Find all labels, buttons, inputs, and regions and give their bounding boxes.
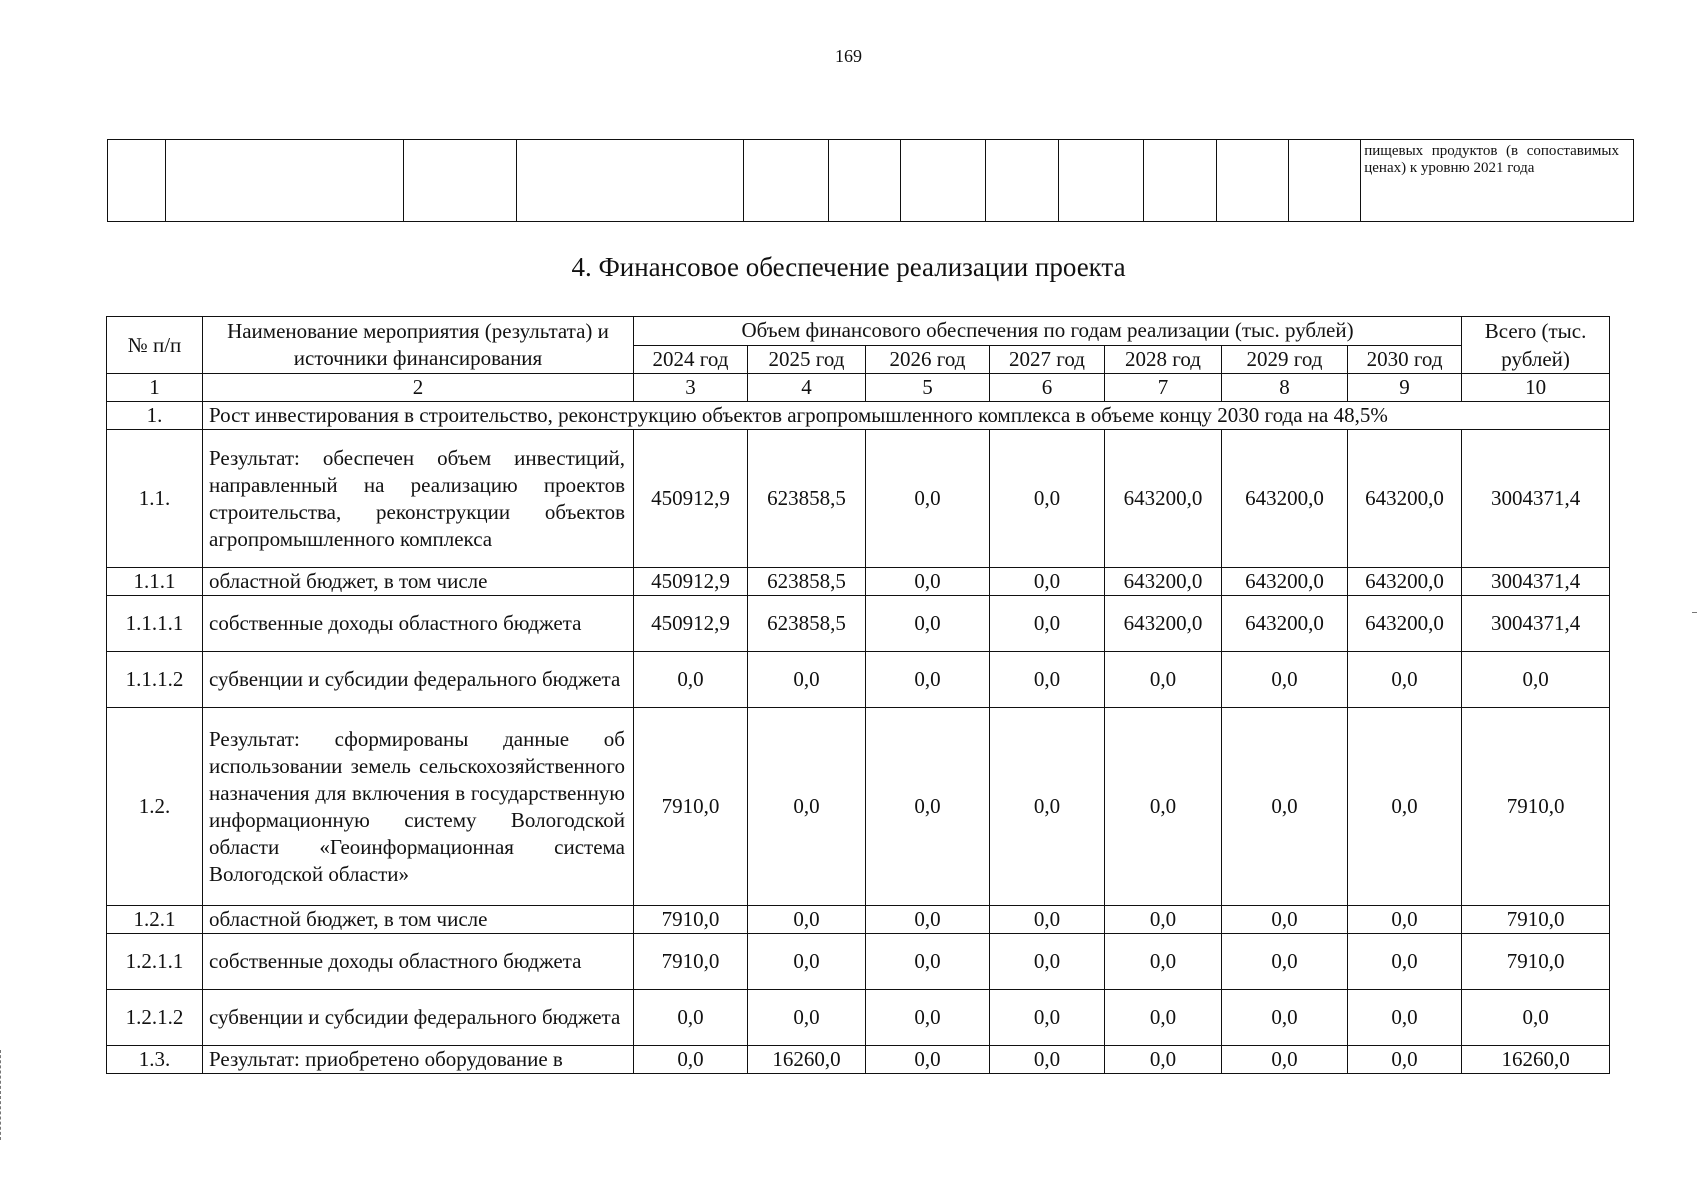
row-value: 0,0 — [866, 934, 990, 990]
header-year: 2024 год — [634, 345, 748, 374]
table-cell — [986, 140, 1058, 222]
table-cell — [404, 140, 516, 222]
row-value: 623858,5 — [748, 430, 866, 568]
header-year: 2028 год — [1105, 345, 1222, 374]
row-name: Результат: сформированы данные об использовании земель сельскохозяйственного назначения для включения в государственную информационную систему Вологодской области «Геоинформационная система Вологодской области» — [203, 708, 634, 906]
row-value: 643200,0 — [1105, 430, 1222, 568]
header-volume: Объем финансового обеспечения по годам реализации (тыс. рублей) — [634, 317, 1462, 346]
row-name: областной бюджет, в том числе — [203, 906, 634, 934]
header-row — [107, 317, 1610, 346]
row-value: 643200,0 — [1105, 596, 1222, 652]
table-cell — [165, 140, 404, 222]
row-value: 0,0 — [1222, 1046, 1348, 1074]
row-num: 1.2. — [107, 708, 203, 906]
row-num: 1.1.1.1 — [107, 596, 203, 652]
row-value: 643200,0 — [1348, 430, 1462, 568]
continuation-text: пищевых продуктов (в сопоставимых ценах) к уровню 2021 года — [1361, 140, 1634, 222]
table-cell — [516, 140, 743, 222]
row-value: 0,0 — [1222, 934, 1348, 990]
table-row — [107, 652, 1610, 708]
row-value: 0,0 — [1462, 652, 1610, 708]
finance-table-body — [107, 317, 1610, 1074]
table-cell — [828, 140, 900, 222]
table-row — [107, 430, 1610, 568]
row-value: 0,0 — [748, 906, 866, 934]
row-value: 0,0 — [990, 430, 1105, 568]
row-value: 0,0 — [634, 652, 748, 708]
row-value: 0,0 — [1348, 906, 1462, 934]
row-value: 0,0 — [748, 934, 866, 990]
row-value: 450912,9 — [634, 568, 748, 596]
row-num: 1.2.1 — [107, 906, 203, 934]
table-cell — [1058, 140, 1143, 222]
row-num: 1.1.1 — [107, 568, 203, 596]
column-number: 4 — [748, 374, 866, 402]
header-year: 2029 год — [1222, 345, 1348, 374]
group-num: 1. — [107, 402, 203, 430]
row-value: 0,0 — [748, 990, 866, 1046]
row-value: 0,0 — [1348, 652, 1462, 708]
row-value: 7910,0 — [1462, 906, 1610, 934]
row-value: 0,0 — [866, 990, 990, 1046]
column-number: 1 — [107, 374, 203, 402]
row-value: 0,0 — [990, 1046, 1105, 1074]
row-value: 0,0 — [1105, 990, 1222, 1046]
row-value: 7910,0 — [634, 906, 748, 934]
row-value: 0,0 — [1348, 708, 1462, 906]
row-value: 0,0 — [990, 906, 1105, 934]
row-value: 0,0 — [866, 652, 990, 708]
section-title: 4. Финансовое обеспечение реализации проекта — [571, 252, 1126, 282]
row-value: 0,0 — [990, 596, 1105, 652]
row-value: 643200,0 — [1348, 568, 1462, 596]
row-value: 0,0 — [1105, 906, 1222, 934]
scan-edge-mark — [0, 1050, 5, 1140]
column-number: 8 — [1222, 374, 1348, 402]
row-value: 0,0 — [1222, 652, 1348, 708]
row-value: 7910,0 — [634, 708, 748, 906]
row-value: 450912,9 — [634, 596, 748, 652]
table-row — [107, 708, 1610, 906]
row-value: 0,0 — [866, 568, 990, 596]
table-row — [108, 140, 1634, 222]
row-value: 0,0 — [990, 652, 1105, 708]
row-value: 0,0 — [866, 430, 990, 568]
row-value: 3004371,4 — [1462, 596, 1610, 652]
finance-table — [106, 316, 1610, 1074]
table-row — [107, 934, 1610, 990]
group-text: Рост инвестирования в строительство, реконструкцию объектов агропромышленного комплекса в объеме концу 2030 года на 48,5% — [203, 402, 1610, 430]
row-value: 7910,0 — [1462, 708, 1610, 906]
column-number: 2 — [203, 374, 634, 402]
row-value: 0,0 — [990, 568, 1105, 596]
row-value: 3004371,4 — [1462, 568, 1610, 596]
row-value: 0,0 — [866, 596, 990, 652]
row-value: 0,0 — [1222, 906, 1348, 934]
row-value: 0,0 — [748, 652, 866, 708]
row-value: 643200,0 — [1348, 596, 1462, 652]
row-value: 0,0 — [1105, 1046, 1222, 1074]
column-number: 5 — [866, 374, 990, 402]
row-value: 0,0 — [1348, 1046, 1462, 1074]
row-name: Результат: обеспечен объем инвестиций, направленный на реализацию проектов строительства, реконструкции объектов агропромышленного комплекса — [203, 430, 634, 568]
row-value: 0,0 — [1105, 652, 1222, 708]
table-row — [107, 990, 1610, 1046]
row-value: 0,0 — [990, 708, 1105, 906]
row-name: областной бюджет, в том числе — [203, 568, 634, 596]
table-cell — [743, 140, 828, 222]
row-value: 0,0 — [1105, 934, 1222, 990]
row-name: собственные доходы областного бюджета — [203, 596, 634, 652]
row-value: 643200,0 — [1222, 430, 1348, 568]
header-name: Наименование мероприятия (результата) и источники финансирования — [203, 317, 634, 374]
page-number: 169 — [835, 46, 862, 66]
row-value: 7910,0 — [634, 934, 748, 990]
table-cell — [1216, 140, 1288, 222]
scan-edge-mark — [1692, 612, 1697, 613]
row-value: 643200,0 — [1105, 568, 1222, 596]
table-row — [107, 568, 1610, 596]
row-value: 16260,0 — [1462, 1046, 1610, 1074]
row-value: 0,0 — [990, 934, 1105, 990]
row-value: 623858,5 — [748, 568, 866, 596]
header-year: 2025 год — [748, 345, 866, 374]
row-value: 0,0 — [1222, 990, 1348, 1046]
table-row — [107, 1046, 1610, 1074]
row-value: 0,0 — [634, 1046, 748, 1074]
header-num: № п/п — [107, 317, 203, 374]
continuation-table — [107, 139, 1634, 222]
row-num: 1.3. — [107, 1046, 203, 1074]
row-name: собственные доходы областного бюджета — [203, 934, 634, 990]
table-cell — [901, 140, 986, 222]
header-total: Всего (тыс. рублей) — [1462, 317, 1610, 374]
row-value: 0,0 — [634, 990, 748, 1046]
row-value: 0,0 — [1222, 708, 1348, 906]
column-number: 10 — [1462, 374, 1610, 402]
row-value: 0,0 — [866, 1046, 990, 1074]
table-cell — [108, 140, 166, 222]
row-value: 7910,0 — [1462, 934, 1610, 990]
row-value: 0,0 — [1348, 934, 1462, 990]
row-num: 1.1. — [107, 430, 203, 568]
row-value: 643200,0 — [1222, 596, 1348, 652]
row-value: 0,0 — [866, 906, 990, 934]
header-year: 2030 год — [1348, 345, 1462, 374]
row-value: 0,0 — [866, 708, 990, 906]
row-value: 0,0 — [748, 708, 866, 906]
group-row — [107, 402, 1610, 430]
row-value: 0,0 — [1105, 708, 1222, 906]
row-value: 3004371,4 — [1462, 430, 1610, 568]
row-value: 0,0 — [990, 990, 1105, 1046]
row-value: 623858,5 — [748, 596, 866, 652]
row-value: 643200,0 — [1222, 568, 1348, 596]
row-name: Результат: приобретено оборудование в — [203, 1046, 634, 1074]
column-numbers-row — [107, 374, 1610, 402]
row-value: 0,0 — [1462, 990, 1610, 1046]
row-name: субвенции и субсидии федерального бюджета — [203, 652, 634, 708]
row-num: 1.2.1.1 — [107, 934, 203, 990]
table-cell — [1144, 140, 1216, 222]
table-row — [107, 596, 1610, 652]
row-value: 16260,0 — [748, 1046, 866, 1074]
column-number: 3 — [634, 374, 748, 402]
row-num: 1.2.1.2 — [107, 990, 203, 1046]
header-year: 2027 год — [990, 345, 1105, 374]
column-number: 9 — [1348, 374, 1462, 402]
row-name: субвенции и субсидии федерального бюджета — [203, 990, 634, 1046]
table-cell — [1288, 140, 1360, 222]
row-num: 1.1.1.2 — [107, 652, 203, 708]
row-value: 450912,9 — [634, 430, 748, 568]
table-row — [107, 906, 1610, 934]
row-value: 0,0 — [1348, 990, 1462, 1046]
column-number: 6 — [990, 374, 1105, 402]
header-year: 2026 год — [866, 345, 990, 374]
column-number: 7 — [1105, 374, 1222, 402]
